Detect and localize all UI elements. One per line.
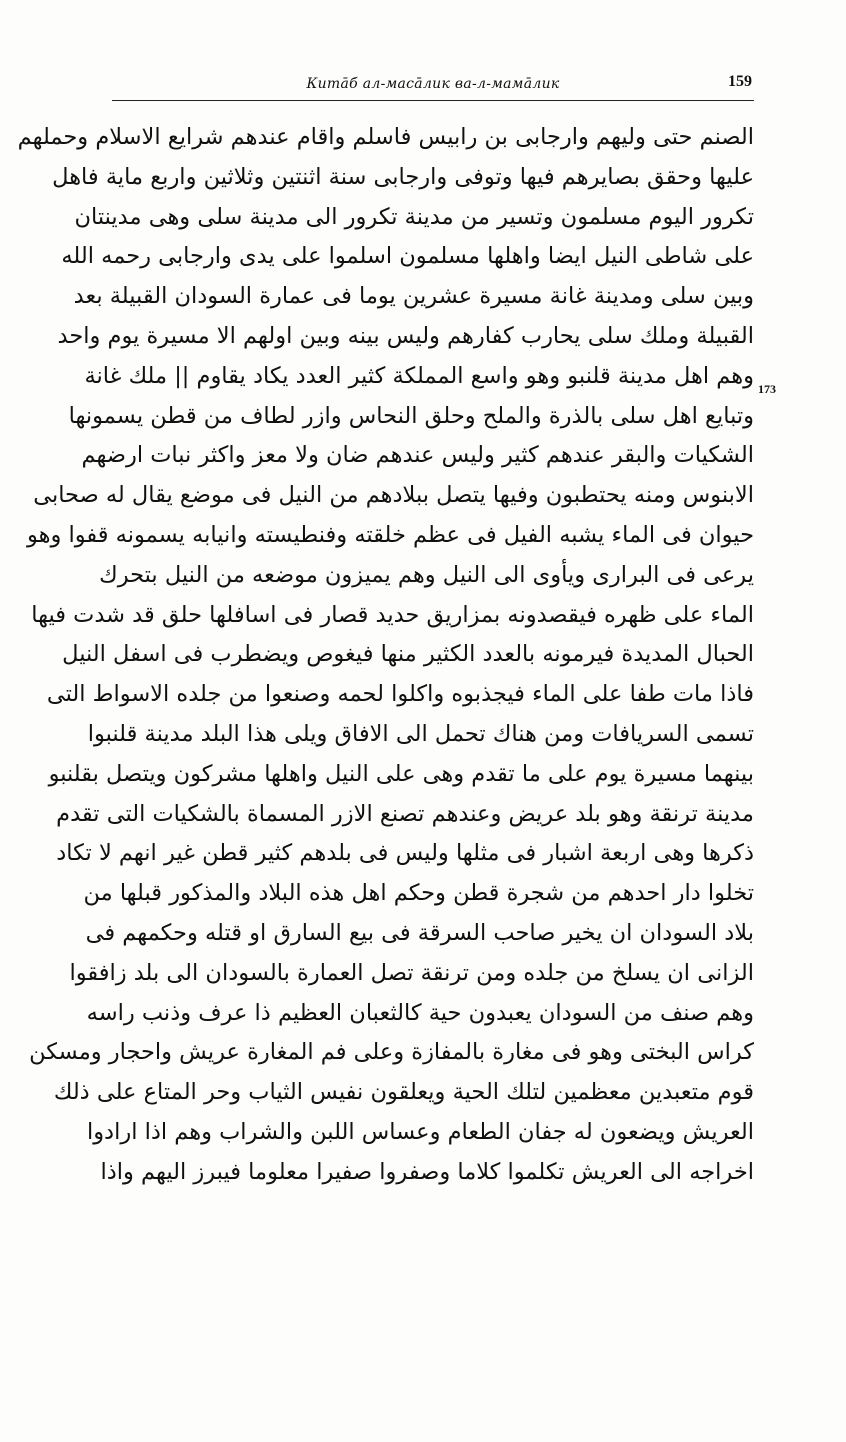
text-line: بلاد السودان ان يخير صاحب السرقة فى بيع السارق او قتله وحكمهم فى bbox=[85, 919, 754, 946]
page-number: 159 bbox=[728, 73, 752, 90]
text-line: يرعى فى البرارى ويأوى الى النيل وهم يميزون موضعه من النيل بتحرك bbox=[99, 561, 754, 588]
text-line: الشكيات والبقر عندهم كثير وليس عندهم ضان ولا معز واكثر نبات ارضهم bbox=[81, 442, 754, 469]
text-line: فاذا مات طفا على الماء فيجذبوه واكلوا لحمه وصنعوا من جلده الاسواط التى bbox=[46, 681, 754, 708]
text-line: العريش ويضعون له جفان الطعام وعساس اللبن والشراب وهم اذا ارادوا bbox=[86, 1118, 754, 1145]
text-line: حيوان فى الماء يشبه الفيل فى عظم خلقته وفنطيسته وانيابه يسمونه قفوا وهو bbox=[26, 521, 754, 548]
text-line: كراس البختى وهو فى مغارة بالمفازة وعلى فم المغارة عريش واحجار ومسكن bbox=[29, 1039, 754, 1066]
text-line: عليها وحقق بصايرهم فيها وتوفى وارجابى سنة اثنتين وثلاثين واربع ماية فاهل bbox=[52, 163, 754, 190]
text-line: وبين سلى ومدينة غانة مسيرة عشرين يوما فى عمارة السودان القبيلة بعد bbox=[73, 283, 754, 310]
text-line: تكرور اليوم مسلمون وتسير من مدينة تكرور الى مدينة سلى وهى مدينتان bbox=[74, 203, 754, 230]
text-line: تخلوا دار احدهم من شجرة قطن وحكم اهل هذه البلاد والمذكور قبلها من bbox=[83, 880, 754, 907]
text-line: مدينة ترنقة وهو بلد عريض وعندهم تصنع الازر المسماة بالشكيات التى تقدم bbox=[56, 800, 754, 827]
running-title: Китāб ал-масāлик ва-л-мамāлик bbox=[306, 76, 560, 92]
text-line: وهم اهل مدينة قلنبو وهو واسع المملكة كثير العدد يكاد يقاوم || ملك غانة bbox=[84, 362, 754, 389]
text-line: تسمى السريافات ومن هناك تحمل الى الافاق ويلى هذا البلد مدينة قلنبوا bbox=[87, 720, 754, 747]
text-line: قوم متعبدين معظمين لتلك الحية ويعلقون نفيس الثياب وحر المتاع على ذلك bbox=[53, 1079, 754, 1106]
text-line: الحبال المديدة فيرمونه بالعدد الكثير منها فيغوص ويضطرب فى اسفل النيل bbox=[62, 641, 754, 668]
text-line: ذكرها وهى اربعة اشبار فى مثلها وليس فى بلدهم كثير قطن غير انهم لا تكاد bbox=[56, 840, 754, 867]
text-line: اخراجه الى العريش تكلموا كلاما وصفروا صفيرا معلوما فيبرز اليهم واذا bbox=[100, 1158, 754, 1185]
text-line: الابنوس ومنه يحتطبون وفيها يتصل ببلادهم من النيل فى موضع يقال له صحابى bbox=[33, 482, 754, 509]
running-header bbox=[112, 70, 754, 101]
arabic-text-body bbox=[17, 118, 754, 1193]
text-line: الصنم حتى وليهم وارجابى بن رابيس فاسلم واقام عندهم شرايع الاسلام وحملهم bbox=[17, 124, 754, 150]
text-line: بينهما مسيرة يوم على ما تقدم وهى على النيل واهلها مشركون ويتصل بقلنبو bbox=[48, 760, 754, 787]
text-line: الزانى ان يسلخ من جلده ومن ترنقة تصل العمارة بالسودان الى بلد زافقوا bbox=[69, 959, 754, 986]
text-line: القبيلة وملك سلى يحارب كفارهم وليس بينه وبين اولهم الا مسيرة يوم واحد bbox=[57, 322, 754, 349]
text-line: وتبايع اهل سلى بالذرة والملح وحلق النحاس وازر لطاف من قطن يسمونها bbox=[68, 402, 754, 429]
text-line: الماء على ظهره فيقصدونه بمزاريق حديد قصار فى اسافلها حلق قد شدت فيها bbox=[31, 601, 754, 628]
text-line: على شاطى النيل ايضا واهلها مسلمون اسلموا على يدى وارجابى رحمه الله bbox=[61, 243, 754, 270]
text-line: وهم صنف من السودان يعبدون حية كالثعبان العظيم ذا عرف وذنب راسه bbox=[86, 999, 754, 1026]
margin-folio-number: 173 bbox=[758, 382, 776, 396]
